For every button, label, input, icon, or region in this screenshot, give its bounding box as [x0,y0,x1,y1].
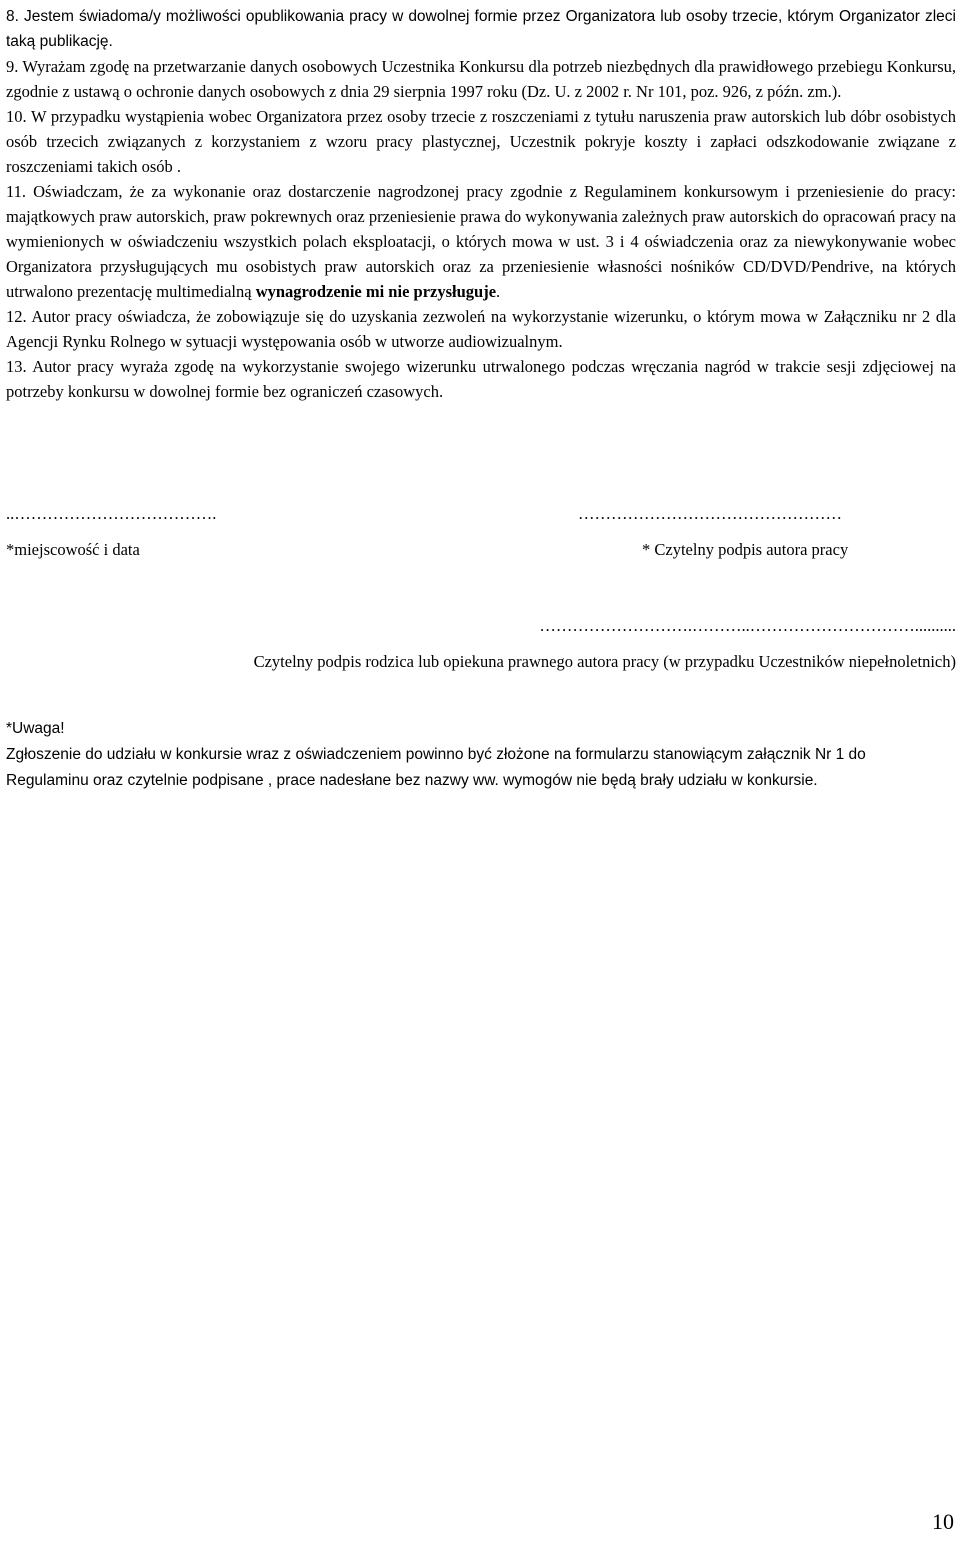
paragraph-11 [6,179,956,304]
paragraph-11-text: 11. Oświadczam, że za wykonanie oraz dostarczenie nagrodzonej pracy zgodnie z Regulaminem konkursowym i przeniesienie do pracy: majątkowych praw autorskich, praw pokrewnych oraz przeniesienie prawa do wykonywania zależnych praw autorskich do opracowań pracy na wymienionych w oświadczeniu wszystkich polach eksploatacji, o których mowa w ust. 3 i 4 oświadczenia oraz za niewykonywanie wobec Organizatora przysługujących mu osobistych praw autorskich oraz za przeniesienie własności nośników CD/DVD/Pendrive, na których utrwalono prezentację multimedialną [6,182,956,301]
page-number: 10 [932,1509,954,1534]
parent-signature-label: Czytelny podpis rodzica lub opiekuna prawnego autora pracy (w przypadku Uczestników niepełnoletnich) [253,652,956,671]
paragraph-12: 12. Autor pracy oświadcza, że zobowiązuje się do uzyskania zezwoleń na wykorzystanie wizerunku, o którym mowa w Załączniku nr 2 dla Agencji Rynku Rolnego w sytuacji występowania osób w utworze audiowizualnym. [6,307,956,351]
paragraph-11-end: . [496,282,501,301]
paragraph-8: 8. Jestem świadoma/y możliwości opublikowania pracy w dowolnej formie przez Organizatora lub osoby trzecie, którym Organizator zleci taką publikację. [6,8,956,50]
paragraph-10: 10. W przypadku wystąpienia wobec Organizatora przez osoby trzecie z roszczeniami z tytułu naruszenia praw autorskich lub dóbr osobistych osób trzecich związanych z korzystaniem z wzoru pracy plastycznej, Uczestnik pokryje koszty i zapłaci odszkodowanie związane z roszczeniami takich osób . [6,107,956,176]
note-heading: *Uwaga! [6,720,65,737]
parent-signature-line: ……………………….………..………………………….......... [539,616,956,635]
author-signature-line: ………………………………………… [578,504,842,523]
paragraph-13: 13. Autor pracy wyraża zgodę na wykorzystanie swojego wizerunku utrwalonego podczas wręczania nagród w trakcie sesji zdjęciowej na potrzeby konkursu w dowolnej formie bez ograniczeń czasowych. [6,357,956,401]
author-signature-label: * Czytelny podpis autora pracy [642,540,849,559]
document-page [6,4,956,789]
place-date-line: ..………………………………. [6,504,217,523]
note-section [6,716,906,794]
paragraph-11-bold: wynagrodzenie mi nie przysługuje [255,282,497,301]
place-date-label: *miejscowość i data [6,540,140,559]
note-text: Zgłoszenie do udziału w konkursie wraz z oświadczeniem powinno być złożone na formularzu stanowiącym załącznik Nr 1 do Regulaminu oraz czytelnie podpisane , prace nadesłane bez nazwy ww. wymogów nie będą brały udziału w konkursie. [6,746,866,789]
paragraph-9: 9. Wyrażam zgodę na przetwarzanie danych osobowych Uczestnika Konkursu dla potrzeb niezbędnych dla prawidłowego przebiegu Konkursu, zgodnie z ustawą o ochronie danych osobowych z dnia 29 sierpnia 1997 roku (Dz. U. z 2002 r. Nr 101, poz. 926, z późn. zm.). [6,57,956,101]
